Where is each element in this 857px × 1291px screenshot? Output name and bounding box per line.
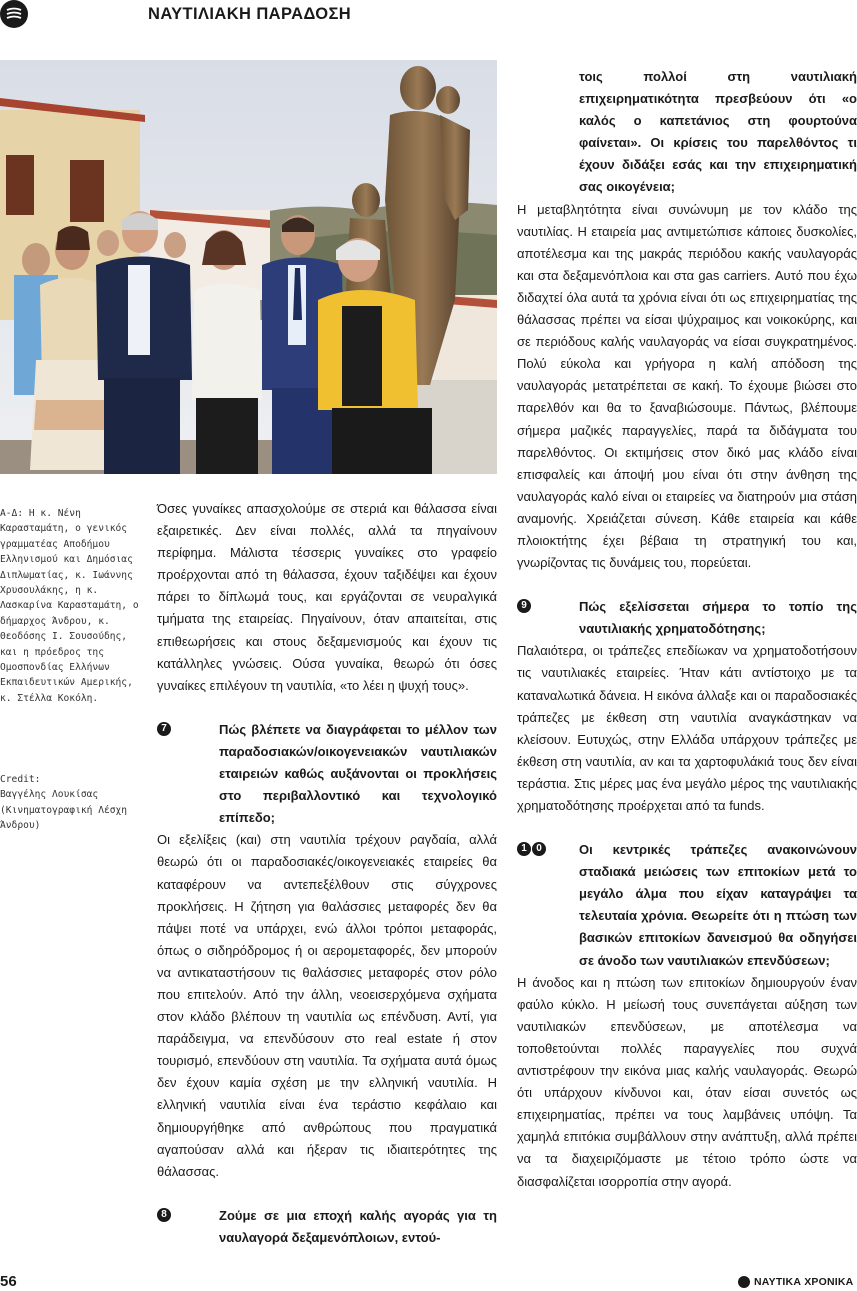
- question-number-badge: [157, 722, 171, 736]
- question-number-badge: [157, 1208, 171, 1222]
- question-7: [157, 719, 497, 829]
- photo-group-with-statue: [0, 60, 497, 474]
- photo-credit: [0, 772, 146, 834]
- question-10-text: Οι κεντρικές τράπεζες ανακοινώνουν σταδιακά μειώσεις των επιτοκίων μετά το μεγάλο άλμα που είχαν καταγράψει τα τελευταία χρόνια. Θεωρείτε ότι η πτώση των βασικών επιτοκίων δανεισμού θα οδηγήσει σε άνοδο των ναυτιλιακών επενδύσεων;: [579, 842, 857, 968]
- question-number-badge: [517, 842, 546, 856]
- sail-logo-icon: [0, 0, 28, 28]
- left-column: [157, 498, 497, 1249]
- photo-caption: Α-Δ: Η κ. Νένη Καρασταμάτη, ο γενικός γραμματέας Αποδήμου Ελληνισμού και Δημόσιας Διπλωματίας, κ. Ιωάννης Χρυσουλάκης, η κ. Λασκαρίνα Καρασταμάτη, ο δήμαρχος Άνδρου, κ. Θεοδόσης Ι. Σουσούδης, και η πρόεδρος της Ομοσπονδίας Ελλήνων Εκπαιδευτικών Αμερικής, κ. Στέλλα Κοκόλη.: [0, 508, 139, 704]
- number-7: 7: [157, 722, 171, 736]
- brand-logo-icon: [738, 1276, 750, 1288]
- question-10: [517, 839, 857, 972]
- question-9-text: Πώς εξελίσσεται σήμερα το τοπίο της ναυτιλιακής χρηματοδότησης;: [579, 599, 857, 637]
- answer-9: Παλαιότερα, οι τράπεζες επεδίωκαν να χρηματοδοτήσουν τις ναυτιλιακές εταιρείες. Ήταν κάτι αντίστοιχο με τα καταναλωτικά δάνεια. Η εικόνα άλλαξε και οι παραδοσιακές τράπεζες με έκθεση στη ναυτιλία αναγκάστηκαν να κλείσουν. Ευτυχώς, στην Ελλάδα υπάρχουν τράπεζες με έκθεση στη ναυτιλία, αν και τα χαρτοφυλάκιά τους δεν είναι τεράστια. Στις μέρες μας ένα μεγάλο μέρος της ναυτιλιακής χρηματοδότησης προέρχεται από τα funds.: [517, 643, 857, 813]
- number-8: 8: [157, 1208, 171, 1222]
- answer-10: Η άνοδος και η πτώση των επιτοκίων δημιουργούν έναν φαύλο κύκλο. Η μείωσή τους συνεπάγεται αύξηση των ναυτιλιακών επενδύσεων, με αποτέλεσμα να τοποθετούνται πολλές παραγγελίες που συχνά αντιστρέφουν την εικόνα μιας καλής ναυλαγοράς. Θεωρώ ότι υπάρχουν κίνδυνοι και, όταν είσαι συνετός ως επιχειρηματίας, πρέπει να τους λαμβάνεις υπόψη. Τα χαμηλά επιτόκια συμβάλλουν στην ανάπτυξη, αλλά πρέπει να τα διαχειριζόμαστε με τέτοιο τρόπο ώστε να διασφαλίζεται ισορροπία στην αγορά.: [517, 974, 857, 1189]
- question-8-text: Ζούμε σε μια εποχή καλής αγοράς για τη ναυλαγορά δεξαμενόπλοιων, εντού-: [219, 1207, 497, 1245]
- question-9: [517, 596, 857, 640]
- question-8: [157, 1205, 497, 1249]
- number-10-digit-1: 1: [517, 842, 531, 856]
- question-8-continued: τοις πολλοί στη ναυτιλιακή επιχειρηματικότητα πρεσβεύουν ότι «ο καλός ο καπετάνιος στη φουρτούνα φαίνεται». Οι κρίσεις του παρελθόντος τι έχουν διδάξει εσάς και την επιχειρηματική σας οικογένεια;: [579, 69, 857, 195]
- right-column: [517, 66, 857, 1193]
- credit-name: Βαγγέλης Λουκίσας (Κινηματογραφική Λέσχη Άνδρου): [0, 789, 128, 832]
- question-number-badge: [517, 599, 531, 613]
- number-9: 9: [517, 599, 531, 613]
- credit-label: Credit:: [0, 774, 41, 785]
- page-header: [0, 0, 857, 30]
- number-10-digit-2: 0: [532, 842, 546, 856]
- answer-8: Η μεταβλητότητα είναι συνώνυμη με τον κλάδο της ναυτιλίας. Η εταιρεία μας αντιμετώπισε κάποιες δυσκολίες, αποτέλεσμα και της μακράς περιόδου κακής ναυλαγοράς και στα δεξαμενόπλοια και στα gas carriers. Αυτό που έχω διδαχτεί όλα αυτά τα χρόνια είναι ότι ως επιχειρηματίας της θάλασσας πρέπει να είσαι ψύχραιμος και νοικοκύρης, και σε περιόδους καλής ναυλαγοράς να είσαι συγκρατημένος. Πολύ εύκολα και γρήγορα η καλή απόδοση της ναυλαγοράς μετατρέπεται σε κακή. Το έχουμε βιώσει στο παρελθόν και θα το ξαναβιώσουμε. Πάντως, βλέπουμε σήμερα μαζικές παραγγελίες, παρά τα διδάγματα του παρελθόντος. Οι εκτιμήσεις στον δικό μας κλάδο είναι επισφαλείς και άποψή μου είναι ότι στην άνθηση της ναυλαγοράς καλό είναι οι εταιρείες να διατηρούν μια στάση αναμονής. Χρειάζεται σύνεση. Κάθε εταιρεία και κάθε πλοιοκτήτης έχει βέβαια τη στρατηγική του και, γνωρίζοντας τις δυνάμεις του, πορεύεται.: [517, 201, 857, 571]
- section-title: ΝΑΥΤΙΛΙΑΚΗ ΠΑΡΑΔΟΣΗ: [148, 5, 352, 23]
- question-7-text: Πώς βλέπετε να διαγράφεται το μέλλον των παραδοσιακών/οικογενειακών ναυτιλιακών εταιρειών καθώς αυξάνονται οι προκλήσεις στο περιβαλλοντικό και τεχνολογικό επίπεδο;: [219, 721, 497, 826]
- intro-paragraph: Όσες γυναίκες απασχολούμε σε στεριά και θάλασσα είναι εξαιρετικές. Δεν είναι πολλές, αλλά τα πηγαίνουν περίφημα. Μάλιστα τέσσερις γυναίκες στο γραφείο προέρχονται από τη θάλασσα, έχουν ταξιδέψει και έχουν πάρει το δίπλωμά τους, και εργάζονται σε νευραλγικά τμήματα της εταιρείας. Πηγαίνουν, όταν απαιτείται, στις επιθεωρήσεις και στους δεξαμενισμούς και έχουν τις κατάλληλες γνώσεις. Ούσα γυναίκα, θεωρώ ότι όσες γυναίκες επιλέγουν τη ναυτιλία, «το λέει η ψυχή τους».: [157, 501, 497, 693]
- brand-footer: [738, 1276, 853, 1288]
- brand-name: ΝΑΥΤΙΚΑ ΧΡΟΝΙΚΑ: [754, 1276, 854, 1288]
- page-number: 56: [0, 1273, 17, 1290]
- answer-7: Οι εξελίξεις (και) στη ναυτιλία τρέχουν ραγδαία, αλλά θεωρώ ότι οι παραδοσιακές/οικογενειακές εταιρείες θα καταφέρουν να αντεπεξέλθουν στις σύγχρονες προκλήσεις. Η ζήτηση για θαλάσσιες μεταφορές δεν θα πάψει ποτέ να υπάρχει, ενώ άλλοι τρόποι μεταφοράς, όπως ο σιδηρόδρομος ή οι αερομεταφορές, δεν μπορούν να αντικαταστήσουν τις θαλάσσιες μεταφορές στον ρόλο που επιτελούν. Από την άλλη, νεοεισερχόμενα σχήματα στον κλάδο βλέπουν τη ναυτιλία ως επένδυση. Αντί, για παράδειγμα, να επενδύσουν στο real estate ή στον τουρισμό, επενδύουν στη ναυτιλία. Τα σχήματα αυτά όμως δεν έχουν καμία σχέση με την ελληνική ναυτιλία. Η ελληνική ναυτιλία είναι ένα τεράστιο κεφάλαιο και δημιουργήθηκε από ανθρώπους που πραγματικά αγαπούσαν αλλά και ήξεραν τις ιδιαιτερότητες της θάλασσας.: [157, 832, 497, 1179]
